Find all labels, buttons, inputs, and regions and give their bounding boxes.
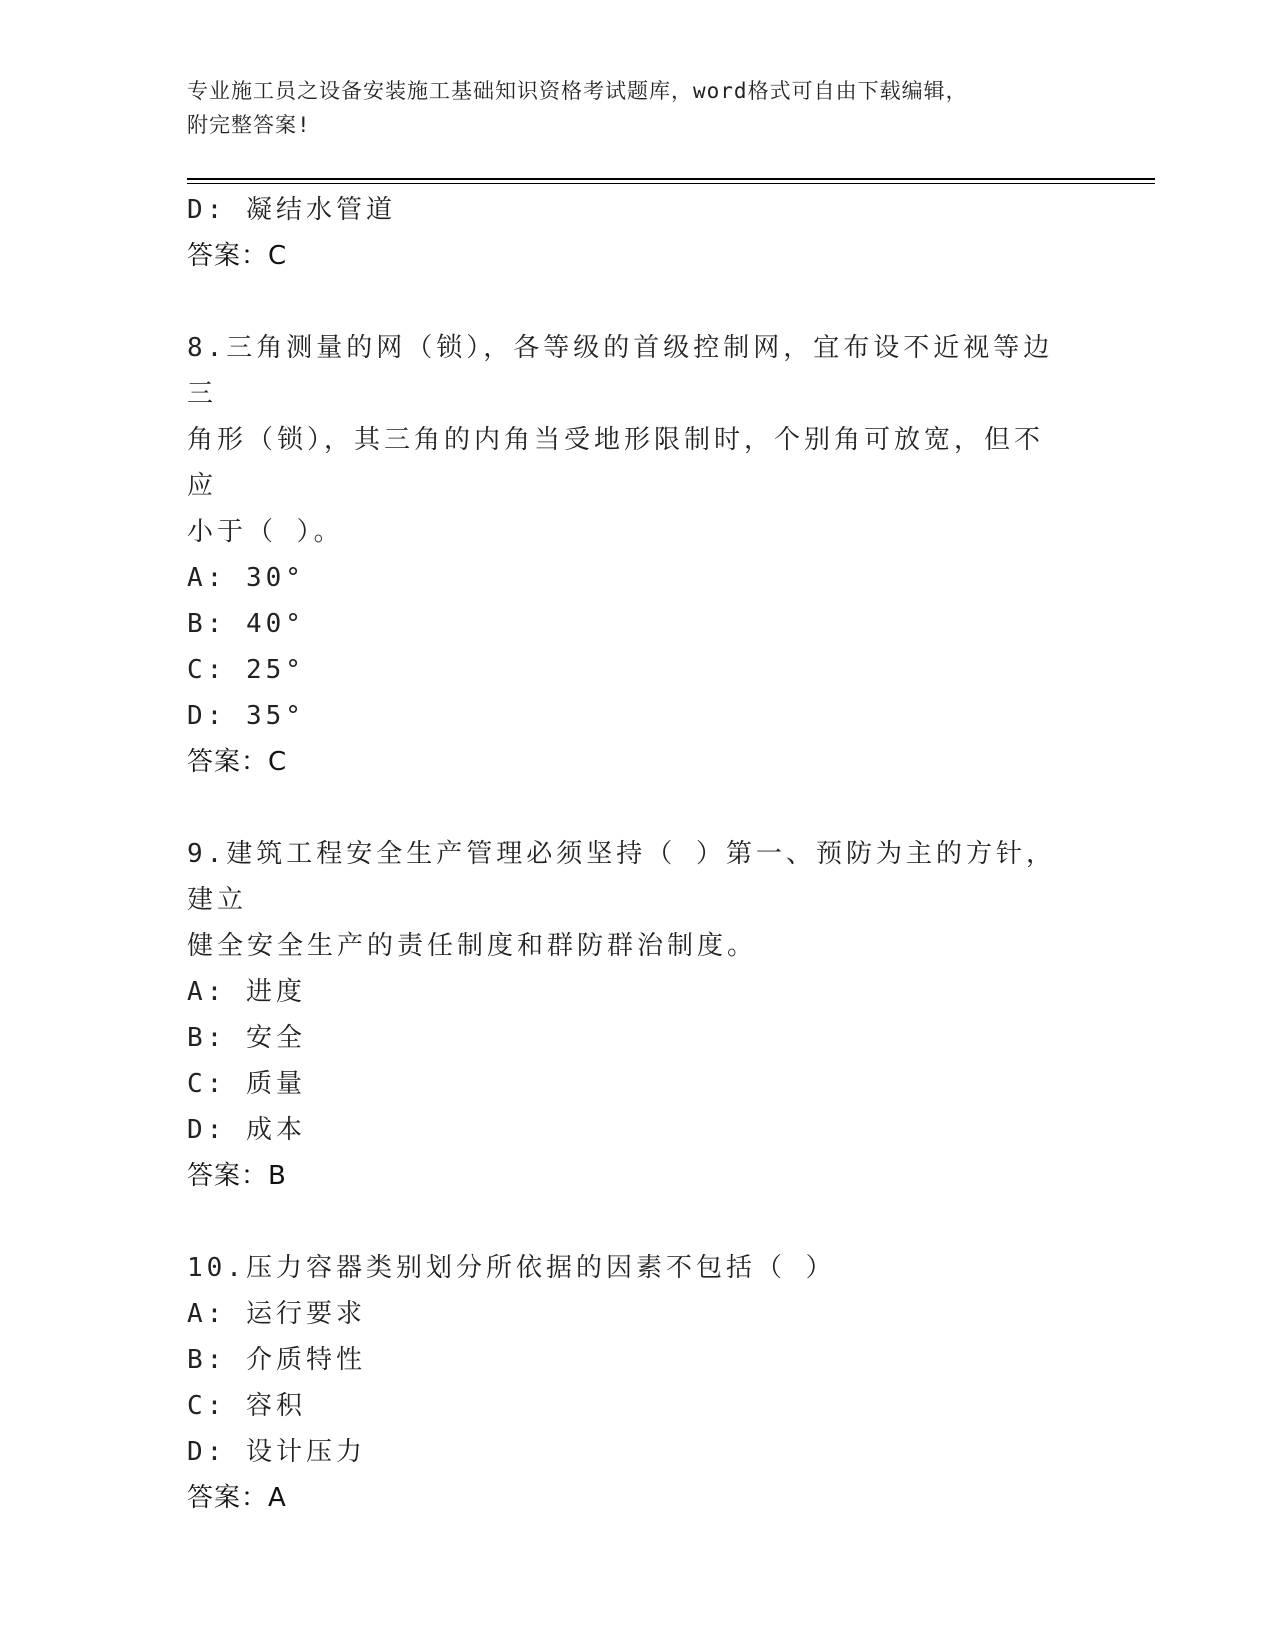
header-title-line-1: 专业施工员之设备安装施工基础知识资格考试题库，word格式可自由下载编辑， xyxy=(187,79,968,103)
question-9 xyxy=(187,831,1087,1199)
option-b: B: 介质特性 xyxy=(187,1345,366,1375)
option-d: D: 设计压力 xyxy=(187,1437,366,1467)
header-divider-thick xyxy=(187,178,1155,180)
option-c: C: 25° xyxy=(187,655,305,685)
question-stem xyxy=(187,1245,1067,1291)
question-stem-line: 10.压力容器类别划分所依据的因素不包括（ ） xyxy=(187,1253,836,1283)
question-stem-line: 小于（ ）。 xyxy=(187,517,344,547)
option-b: B: 40° xyxy=(187,609,305,639)
question-stem-line: 9.建筑工程安全生产管理必须坚持（ ）第一、预防为主的方针，建立 xyxy=(187,839,1056,915)
question-stem xyxy=(187,831,1067,969)
option-d: D: 成本 xyxy=(187,1115,306,1145)
header-title-line-2: 附完整答案! xyxy=(187,113,311,137)
option-c: C: 容积 xyxy=(187,1391,306,1421)
question-stem-line: 角形（锁），其三角的内角当受地形限制时，个别角可放宽，但不应 xyxy=(187,425,1045,501)
header-divider-thin xyxy=(187,183,1155,184)
option-c: C: 质量 xyxy=(187,1069,306,1099)
option-d: D: 凝结水管道 xyxy=(187,195,396,225)
answer-label: 答案：C xyxy=(187,241,288,271)
question-10 xyxy=(187,1245,1087,1521)
question-stem-line: 8.三角测量的网（锁），各等级的首级控制网，宜布设不近视等边三 xyxy=(187,333,1054,409)
answer-label: 答案：C xyxy=(187,747,288,777)
option-a: A: 运行要求 xyxy=(187,1299,366,1329)
question-list xyxy=(187,187,1087,1521)
page-header xyxy=(187,74,1067,142)
answer-label: 答案：A xyxy=(187,1483,287,1513)
question-8 xyxy=(187,325,1087,785)
option-d: D: 35° xyxy=(187,701,305,731)
carryover-question xyxy=(187,187,1087,279)
option-a: A: 30° xyxy=(187,563,305,593)
question-stem xyxy=(187,325,1067,555)
question-stem-line: 健全安全生产的责任制度和群防群治制度。 xyxy=(187,931,758,961)
option-b: B: 安全 xyxy=(187,1023,306,1053)
answer-label: 答案：B xyxy=(187,1161,287,1191)
option-a: A: 进度 xyxy=(187,977,306,1007)
